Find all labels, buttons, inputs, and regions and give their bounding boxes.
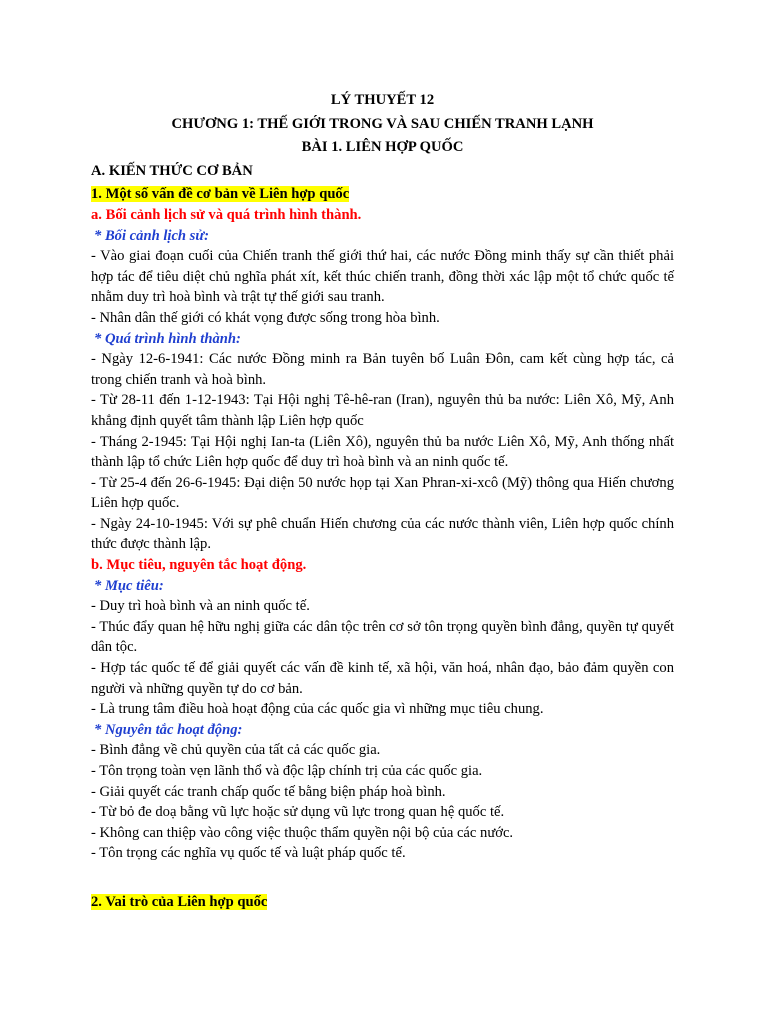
- context-item: - Vào giai đoạn cuối của Chiến tranh thế giới thứ hai, các nước Đồng minh thấy sự cần thiết phải hợp tác để tiêu diệt chủ nghĩa phát xít, kết thúc chiến tranh, đồng thời xác lập một tổ chức quốc tế nhằm duy trì hoà bình và trật tự thế giới sau tranh.: [91, 248, 674, 306]
- goal-item: - Hợp tác quốc tế để giải quyết các vấn đề kinh tế, xã hội, văn hoá, nhân đạo, bảo đảm quyền con người và những quyền tự do cơ bản.: [91, 660, 674, 697]
- blank-line: [91, 864, 674, 885]
- goal-item: - Là trung tâm điều hoà hoạt động của các quốc gia vì những mục tiêu chung.: [91, 701, 544, 718]
- principle-item: - Giải quyết các tranh chấp quốc tế bằng biện pháp hoà bình.: [91, 783, 446, 800]
- section-a-heading: A. KIẾN THỨC CƠ BẢN: [91, 162, 253, 179]
- doc-title: LÝ THUYẾT 12: [330, 92, 435, 108]
- sub-b-heading: b. Mục tiêu, nguyên tắc hoạt động.: [91, 557, 307, 574]
- goal-item: - Thúc đẩy quan hệ hữu nghị giữa các dân tộc trên cơ sở tôn trọng quyền bình đẳng, quyền tự quyết dân tộc.: [91, 618, 674, 656]
- process-item: - Tháng 2-1945: Tại Hội nghị Ian-ta (Liên Xô), nguyên thủ ba nước Liên Xô, Mỹ, Anh thống nhất thành lập tổ chức Liên hợp quốc để duy trì hoà bình và an ninh quốc tế.: [91, 433, 674, 471]
- process-item: - Từ 25-4 đến 26-6-1945: Đại diện 50 nước họp tại Xan Phran-xi-xcô (Mỹ) thông qua Hiến chương Liên hợp quốc.: [91, 474, 674, 512]
- goals-label: * Mục tiêu:: [94, 577, 164, 594]
- sub-a-heading: a. Bối cảnh lịch sử và quá trình hình thành.: [91, 206, 362, 223]
- process-item: - Từ 28-11 đến 1-12-1943: Tại Hội nghị Tê-hê-ran (Iran), nguyên thủ ba nước: Liên Xô, Mỹ, Anh khẳng định quyết tâm thành lập Liên hợp quốc: [91, 392, 674, 429]
- document-content: [91, 90, 674, 913]
- context-label: * Bối cảnh lịch sử:: [94, 227, 209, 244]
- lesson-title: BÀI 1. LIÊN HỢP QUỐC: [301, 139, 464, 156]
- principle-item: - Tôn trọng các nghĩa vụ quốc tế và luật pháp quốc tế.: [91, 845, 406, 862]
- principle-item: - Tôn trọng toàn vẹn lãnh thổ và độc lập chính trị của các quốc gia.: [91, 763, 483, 779]
- part1-heading: 1. Một số vấn đề cơ bản về Liên hợp quốc: [91, 186, 350, 203]
- chapter-title: CHƯƠNG 1: THẾ GIỚI TRONG VÀ SAU CHIẾN TRANH LẠNH: [171, 115, 594, 132]
- principle-item: - Từ bỏ đe doạ bằng vũ lực hoặc sử dụng vũ lực trong quan hệ quốc tế.: [91, 804, 505, 821]
- principles-label: * Nguyên tắc hoạt động:: [94, 721, 243, 738]
- part2-heading: 2. Vai trò của Liên hợp quốc: [91, 893, 268, 910]
- context-item: - Nhân dân thế giới có khát vọng được sống trong hòa bình.: [91, 309, 440, 326]
- principle-item: - Bình đẳng về chủ quyền của tất cả các quốc gia.: [91, 742, 381, 759]
- process-item: - Ngày 24-10-1945: Với sự phê chuẩn Hiến chương của các nước thành viên, Liên hợp quốc chính thức được thành lập.: [91, 515, 674, 553]
- principle-item: - Không can thiệp vào công việc thuộc thẩm quyền nội bộ của các nước.: [91, 824, 514, 841]
- goal-item: - Duy trì hoà bình và an ninh quốc tế.: [91, 598, 310, 615]
- process-item: - Ngày 12-6-1941: Các nước Đồng minh ra Bản tuyên bố Luân Đôn, cam kết cùng hợp tác, cả trong chiến tranh và hoà bình.: [91, 351, 674, 388]
- process-label: * Quá trình hình thành:: [94, 330, 241, 347]
